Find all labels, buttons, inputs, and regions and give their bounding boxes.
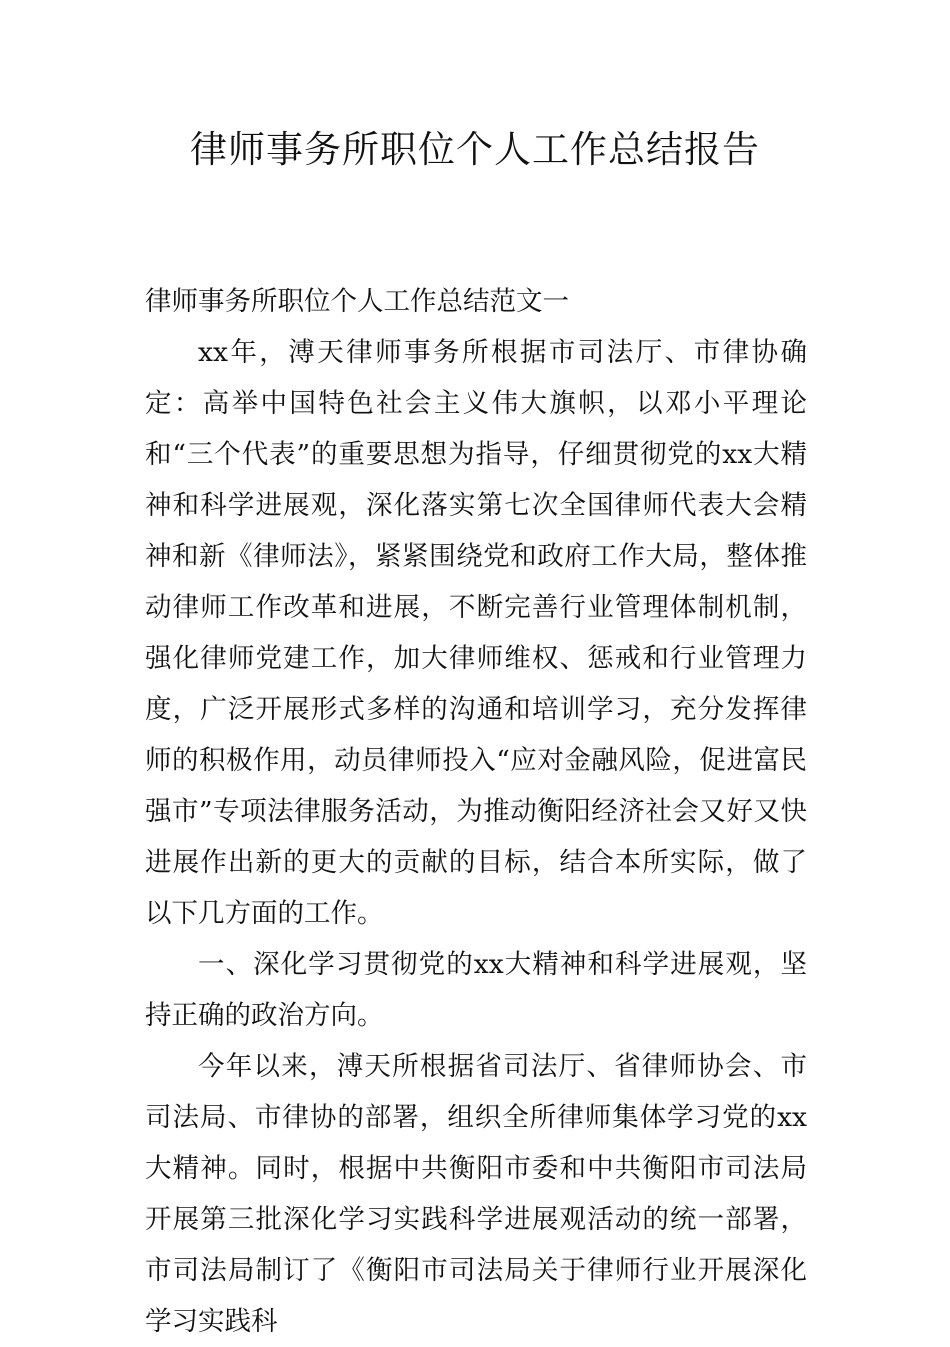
document-subtitle: 律师事务所职位个人工作总结范文一	[145, 286, 569, 317]
paragraph-section-1: 今年以来，溥天所根据省司法厅、省律师协会、市司法局、市律协的部署，组织全所律师集体学习党的xx大精神。同时，根据中共衡阳市委和中共衡阳市司法局开展第三批深化学习实践科学进展观活动的统一部署，市司法局制订了《衡阳市司法局关于律师行业开展深化学习实践科	[145, 1051, 807, 1337]
section-heading-1: 一、深化学习贯彻党的xx大精神和科学进展观，坚持正确的政治方向。	[145, 949, 807, 1031]
document-body	[145, 276, 807, 1347]
paragraph-intro: xx年，溥天律师事务所根据市司法厅、市律协确定：高举中国特色社会主义伟大旗帜，以邓小平理论和“三个代表”的重要思想为指导，仔细贯彻党的xx大精神和科学进展观，深化落实第七次全国律师代表大会精神和新《律师法》，紧紧围绕党和政府工作大局，整体推动律师工作改革和进展，不断完善行业管理体制机制，强化律师党建工作，加大律师维权、惩戒和行业管理力度，广泛开展形式多样的沟通和培训学习，充分发挥律师的积极作用，动员律师投入“应对金融风险，促进富民强市”专项法律服务活动，为推动衡阳经济社会又好又快进展作出新的更大的贡献的目标，结合本所实际，做了以下几方面的工作。	[145, 337, 807, 929]
document-title: 律师事务所职位个人工作总结报告	[190, 128, 760, 171]
